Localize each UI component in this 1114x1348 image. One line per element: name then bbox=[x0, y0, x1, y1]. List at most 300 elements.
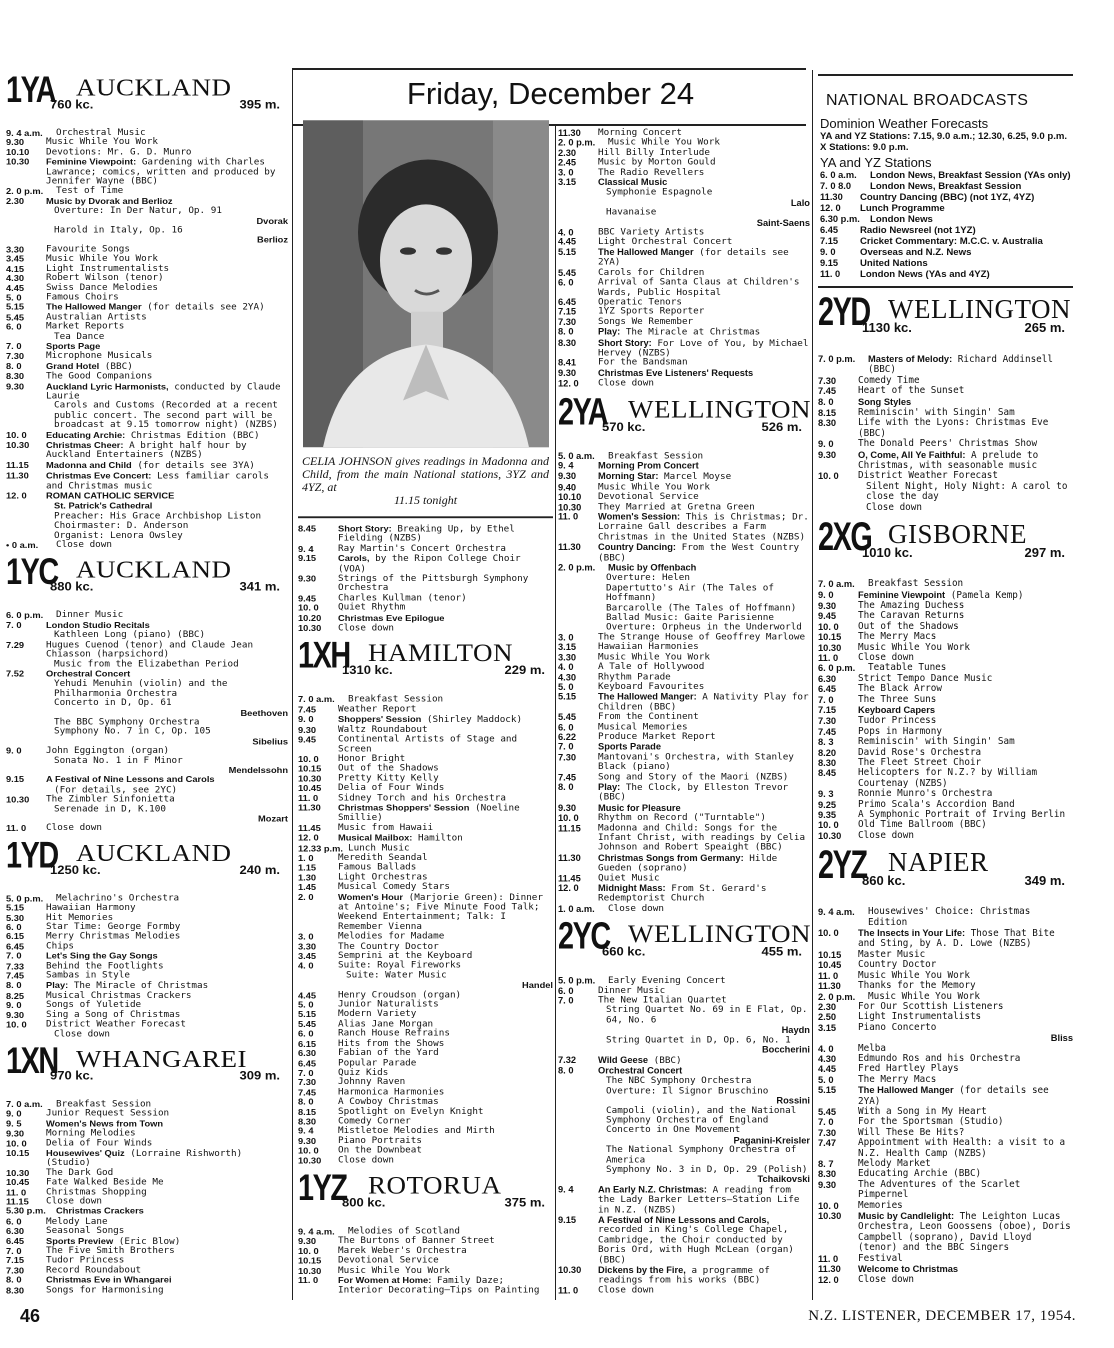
programme-time: 8.15 bbox=[818, 408, 837, 419]
station-wavelength: 265 m. bbox=[1024, 320, 1065, 335]
programme-title: London News, Breakfast Session (YAs only) bbox=[870, 170, 1071, 181]
programme-item bbox=[818, 820, 1073, 830]
station-wavelength: 297 m. bbox=[1024, 545, 1065, 561]
column-2 bbox=[298, 68, 553, 1296]
programme-item bbox=[6, 382, 288, 402]
programme-time: 11. 0 bbox=[298, 1275, 319, 1286]
programme-time: 10.15 bbox=[298, 764, 322, 774]
programme-item bbox=[6, 402, 288, 431]
programme-item bbox=[818, 674, 1073, 684]
programme-item bbox=[6, 491, 288, 501]
programme-title: Campoli (violin), and the National Symphony Orchestra of England bbox=[606, 1105, 797, 1126]
programme-title: The Good Companions bbox=[46, 371, 153, 382]
programme-time: 8.30 bbox=[818, 418, 837, 429]
programme-item bbox=[820, 192, 1071, 203]
programme-time: 6. 0 a.m. bbox=[820, 170, 857, 180]
programme-item bbox=[6, 352, 288, 362]
programme-time: 7. 0 bbox=[558, 742, 574, 752]
programme-time: 8.20 bbox=[818, 747, 837, 758]
programme-title: Memories bbox=[858, 1199, 903, 1211]
station-wavelength: 375 m. bbox=[504, 1195, 545, 1210]
station-block bbox=[6, 69, 288, 551]
programme-item bbox=[818, 1138, 1073, 1159]
programme-title: Cricket Commentary: M.C.C. v. Australia bbox=[860, 236, 1043, 247]
composer-name: Handel bbox=[522, 980, 553, 991]
programme-item bbox=[6, 1266, 288, 1276]
programme-title: Music by Candlelight: The Leighton Lucas Orchestra, Leon Goossens (oboe), Doris Campbell (soprano), David Lloyd (tenor) and the BBC Singers bbox=[858, 1211, 1071, 1254]
programme-item bbox=[298, 853, 553, 863]
programme-title: Overseas and N.Z. News bbox=[860, 247, 972, 258]
programme-item bbox=[6, 471, 288, 491]
station-wavelength: 455 m. bbox=[761, 944, 802, 959]
programme-time bbox=[558, 1077, 598, 1087]
programme-title: The Amazing Duchess bbox=[858, 599, 965, 611]
programme-item bbox=[6, 322, 288, 332]
programme-time bbox=[6, 512, 46, 522]
col3-stations bbox=[558, 390, 811, 1296]
programme-title: Devotions: Mr. G. D. Munro bbox=[46, 146, 192, 157]
programme-time: 7.30 bbox=[818, 1127, 837, 1138]
programme-title: Junior Request Session bbox=[46, 1108, 170, 1119]
programme-item bbox=[818, 907, 1073, 928]
programme-title: Heart of the Sunset bbox=[858, 385, 965, 397]
programme-time: 9. 4 a.m. bbox=[298, 1227, 335, 1237]
programme-title: Play: The Miracle at Christmas bbox=[598, 327, 761, 338]
station-block bbox=[558, 915, 811, 1296]
programme-title: Ballad Music: Gaite Parisienne bbox=[606, 612, 774, 623]
programme-title: String Quartet No. 69 in E Flat, Op. 64, No. 6 Haydn bbox=[606, 1004, 810, 1036]
programme-title: Quiet Rhythm bbox=[338, 602, 406, 613]
programme-title: Hawaiian Harmony bbox=[46, 902, 136, 913]
programme-title: Morning Concert bbox=[598, 127, 682, 138]
programme-time: 10.30 bbox=[298, 1265, 322, 1276]
programme-item bbox=[820, 236, 1071, 247]
programme-time: 9.30 bbox=[558, 803, 577, 813]
programme-title: The Hallowed Manger (for details see 2YA) bbox=[46, 302, 265, 313]
station-frequency: 760 kc. bbox=[50, 97, 94, 112]
programme-title: The Insects in Your Life: Those That Bite and Sting, by A. D. Lowe (NZBS) bbox=[858, 928, 1055, 950]
programme-title: Welcome to Christmas bbox=[858, 1264, 959, 1275]
programme-time: 11. 0 bbox=[558, 512, 579, 522]
programme-time bbox=[558, 623, 598, 633]
programme-title: Symphony No. 7 in C, Op. 105 Sibelius bbox=[54, 726, 288, 747]
programme-title: Play: The Clock, by Elleston Trevor (BBC) bbox=[598, 782, 789, 803]
programme-item bbox=[298, 1146, 553, 1156]
programme-title: Light Instrumentalists bbox=[858, 1011, 982, 1023]
programme-time: 1.45 bbox=[298, 882, 317, 892]
programme-time: 11.30 bbox=[818, 1264, 841, 1275]
programme-item bbox=[558, 208, 810, 228]
programme-title: Carols for Children bbox=[598, 267, 705, 278]
programme-time: 12. 0 bbox=[298, 833, 319, 843]
station-block bbox=[818, 517, 1073, 841]
programme-item bbox=[818, 1254, 1073, 1264]
programme-time: 6.30 bbox=[298, 1048, 317, 1059]
programme-item bbox=[6, 226, 288, 245]
programme-title: Sambas in Style bbox=[46, 970, 130, 981]
programme-item bbox=[818, 354, 1073, 376]
programme-time: 8.41 bbox=[558, 358, 577, 368]
programme-title: London Studio Recitals bbox=[46, 620, 150, 630]
programme-item bbox=[818, 928, 1073, 950]
programme-time: 11.30 bbox=[558, 542, 581, 553]
station-callsign: 2XG bbox=[818, 515, 872, 560]
programme-time: 6.30 bbox=[6, 1226, 25, 1236]
programme-item bbox=[298, 624, 553, 634]
programme-title: Feminine Viewpoint: Gardening with Charles Lawrance; comics, written and produced by Jennifer Wayne (BBC) bbox=[46, 157, 276, 187]
programme-time: 9. 4 bbox=[558, 461, 574, 471]
programme-time: 7.30 bbox=[6, 1265, 25, 1275]
programme-item bbox=[6, 461, 288, 471]
programme-title: United Nations bbox=[860, 258, 928, 269]
station-callsign: 1YD bbox=[6, 835, 58, 876]
programme-item bbox=[820, 225, 1071, 236]
programme-time: 10.10 bbox=[558, 492, 582, 502]
programme-list bbox=[818, 907, 1073, 1286]
programme-time: 6.45 bbox=[820, 225, 839, 235]
programme-time: 10. 0 bbox=[298, 603, 319, 613]
programme-time: 2. 0 bbox=[298, 892, 314, 902]
programme-item bbox=[558, 543, 810, 564]
programme-item bbox=[6, 1020, 288, 1030]
programme-time: 4.30 bbox=[6, 273, 25, 283]
programme-time: 7. 0 8.0 bbox=[820, 181, 852, 191]
composer-name: Paganini-Kreisler bbox=[733, 1135, 810, 1146]
programme-title: St. Patrick's Cathedral bbox=[54, 501, 153, 511]
programme-item bbox=[818, 716, 1073, 726]
programme-time: 4.45 bbox=[558, 237, 577, 248]
programme-time: 4. 0 bbox=[558, 662, 574, 672]
station-city: ROTORUA bbox=[368, 1171, 502, 1200]
programme-time: 10. 0 bbox=[298, 1145, 319, 1156]
station-wavelength: 341 m. bbox=[239, 579, 280, 594]
station-block bbox=[298, 637, 553, 1165]
programme-item bbox=[818, 1085, 1073, 1107]
programme-item bbox=[6, 187, 288, 197]
composer-name: Dvorak bbox=[256, 216, 288, 226]
programme-item bbox=[558, 1165, 810, 1185]
programme-title: Women's Hour (Marjorie Green): Dinner at Antoine's; Five Minute Food Talk; Weekend Entertainment; Talk: I Remember Vienna bbox=[338, 892, 543, 932]
programme-time: 2.45 bbox=[558, 157, 577, 168]
programme-title: Close down bbox=[46, 1196, 102, 1207]
programme-title: Mistletoe Melodies and Mirth bbox=[338, 1125, 495, 1136]
programme-title: Close down bbox=[338, 622, 394, 634]
programme-time: 7. 0 bbox=[558, 996, 574, 1006]
programme-list bbox=[6, 1100, 288, 1296]
programme-time: 10. 0 bbox=[818, 820, 839, 831]
programme-title: Wild Geese (BBC) bbox=[598, 1055, 682, 1066]
programme-time: 5.15 bbox=[558, 247, 577, 257]
programme-title: Market Reports bbox=[46, 321, 125, 332]
col3-programme-list bbox=[558, 128, 810, 388]
programme-time: 3.30 bbox=[298, 941, 317, 952]
programme-time bbox=[558, 613, 598, 623]
programme-item bbox=[558, 502, 810, 512]
programme-title: Musical Christmas Crackers bbox=[46, 990, 192, 1001]
programme-time: 3. 0 bbox=[558, 632, 574, 643]
programme-item bbox=[558, 1086, 810, 1106]
programme-title: Morning Prom Concert bbox=[598, 461, 699, 471]
programme-title: Arrival of Santa Claus at Children's Wards, Public Hospital bbox=[598, 276, 800, 298]
programme-item bbox=[818, 450, 1073, 472]
programme-item bbox=[818, 1264, 1073, 1275]
programme-time: 5.15 bbox=[298, 1009, 317, 1020]
column-4 bbox=[818, 68, 1073, 1286]
programme-title: Overture: Helen bbox=[606, 573, 690, 584]
programme-list bbox=[6, 611, 288, 833]
programme-item bbox=[298, 554, 553, 574]
programme-item bbox=[6, 1197, 288, 1207]
programme-title: An Early N.Z. Christmas: A reading from the Lady Barker Letters—Station Life in N.Z. (NZBS) bbox=[598, 1184, 800, 1215]
programme-title: (For details, see 2YC) bbox=[54, 784, 178, 795]
programme-time: 7.47 bbox=[818, 1138, 837, 1149]
programme-title: Master Music bbox=[858, 948, 926, 960]
programme-title: Masters of Melody: Richard Addinsell (BBC) bbox=[868, 354, 1053, 376]
programme-title: London News (YAs and 4YZ) bbox=[860, 269, 990, 280]
programme-item bbox=[6, 1030, 288, 1040]
programme-time: 10. 0 bbox=[6, 430, 27, 440]
programme-time bbox=[6, 207, 46, 226]
programme-time bbox=[558, 188, 598, 208]
programme-time: 7.52 bbox=[6, 669, 25, 679]
programme-time: 4. 0 bbox=[558, 227, 574, 238]
programme-title: Ray Martin's Concert Orchestra bbox=[338, 543, 506, 554]
programme-title: The BBC Symphony Orchestra bbox=[54, 716, 200, 728]
programme-title: Festival bbox=[858, 1252, 903, 1264]
station-city: WHANGAREI bbox=[76, 1044, 247, 1073]
programme-title: Music While You Work bbox=[46, 253, 158, 264]
programme-title: Concerto in D, Op. 61 Beethoven bbox=[54, 697, 288, 718]
programme-time: 7. 0 a.m. bbox=[818, 579, 855, 590]
programme-title: Pops in Harmony bbox=[858, 725, 942, 737]
programme-title: Devotional Service bbox=[338, 1255, 439, 1266]
programme-title: Feminine Viewpoint (Pamela Kemp) bbox=[858, 589, 1024, 601]
programme-time: 9.15 bbox=[298, 553, 317, 564]
programme-title: Helicopters for N.Z.? by William Courtenay (NZBS) bbox=[858, 767, 1038, 789]
programme-item bbox=[6, 756, 288, 775]
programme-time: 6.45 bbox=[298, 1058, 317, 1068]
programme-time: 9. 0 bbox=[6, 746, 22, 756]
programme-title: Sports Page bbox=[46, 341, 101, 351]
composer-name: Mendelssohn bbox=[228, 765, 288, 775]
programme-title: Housewives' Quiz (Lorraine Rishworth) (Studio) bbox=[46, 1148, 243, 1169]
programme-time: 11.45 bbox=[298, 823, 321, 833]
programme-item bbox=[558, 1035, 810, 1055]
programme-title: Women's Session: This is Christmas; Dr. Lorraine Gall describes a Farm Christmas in the United States (NZBS) bbox=[598, 512, 809, 543]
programme-time: 9.30 bbox=[818, 1179, 837, 1190]
programme-title: Symphony No. 3 in D, Op. 29 (Polish) Tchaikovski bbox=[606, 1164, 810, 1185]
programme-time: 5. 0 p.m. bbox=[6, 894, 44, 904]
programme-time: 5.15 bbox=[558, 691, 577, 702]
programme-time: 10.15 bbox=[818, 632, 842, 643]
programme-list bbox=[298, 1227, 553, 1296]
programme-title: Melba bbox=[858, 1042, 886, 1054]
programme-time: 12.33 p.m. bbox=[298, 843, 343, 854]
programme-time: 11.45 bbox=[558, 873, 581, 884]
programme-time: 7. 0 a.m. bbox=[298, 695, 335, 705]
programme-title: Grand Hotel (BBC) bbox=[46, 361, 133, 372]
programme-time: • 0 a.m. bbox=[6, 540, 39, 551]
programme-title: Hits from the Shows bbox=[338, 1038, 445, 1049]
programme-time bbox=[558, 1165, 598, 1185]
programme-item bbox=[298, 695, 553, 705]
programme-time bbox=[6, 402, 46, 431]
forecast-line: YA and YZ Stations: 7.15, 9.0 a.m.; 12.30, 6.25, 9.0 p.m. bbox=[820, 131, 1068, 142]
programme-time: 9. 0 bbox=[818, 589, 834, 600]
programme-time: 5.45 bbox=[6, 312, 25, 323]
programme-time: 12. 0 bbox=[820, 203, 841, 213]
programme-title: Concerto in One Movement Paganini-Kreisler bbox=[606, 1124, 810, 1146]
programme-title: Organist: Lenora Owsley bbox=[54, 530, 183, 541]
programme-item bbox=[298, 1068, 553, 1078]
programme-title: Christmas Shoppers' Session (Noeline Smillie) bbox=[338, 802, 520, 823]
programme-title: Appointment with Health: a visit to a N.Z. Health Camp (NZBS) bbox=[858, 1137, 1066, 1159]
programme-title: Delia of Four Winds bbox=[46, 1137, 153, 1149]
programme-time: 12. 0 bbox=[558, 883, 579, 894]
programme-time: 2.30 bbox=[558, 148, 577, 158]
programme-title: Rhythm Parade bbox=[598, 671, 671, 682]
programme-title: For Our Scottish Listeners bbox=[858, 1000, 1004, 1012]
programme-title: Alias Jane Morgan bbox=[338, 1018, 434, 1029]
programme-title: Thanks for the Memory bbox=[858, 980, 976, 992]
programme-title: Music While You Work bbox=[858, 641, 970, 653]
programme-title: Carols and Customs (Recorded at a recent public concert. The second part will be broadcast at 9.15 tomorrow night) (NZBS) bbox=[54, 400, 278, 430]
programme-time: 11. 0 bbox=[6, 823, 27, 834]
programme-title: Suite: Royal Fireworks bbox=[338, 960, 462, 971]
programme-title: For the Bandsman bbox=[598, 357, 688, 368]
programme-time: 11. 0 bbox=[820, 269, 841, 279]
programme-title: Modern Variety bbox=[338, 1008, 417, 1020]
programme-title: Music While You Work bbox=[868, 990, 980, 1002]
programme-title: The Black Arrow bbox=[858, 683, 942, 695]
station-wavelength: 240 m. bbox=[239, 862, 280, 877]
station-block bbox=[818, 845, 1073, 1286]
programme-time: 8.45 bbox=[818, 768, 837, 779]
programme-title: Classical Music bbox=[598, 177, 668, 188]
programme-item bbox=[6, 611, 288, 621]
programme-title: Musical Comedy Stars bbox=[338, 881, 450, 892]
programme-time: 10.15 bbox=[818, 949, 842, 960]
programme-time: 9.40 bbox=[558, 482, 577, 493]
station-header bbox=[6, 1040, 288, 1100]
programme-time: 5.15 bbox=[6, 903, 25, 913]
programme-time: 2. 0 p.m. bbox=[558, 138, 596, 148]
programme-title: Reminiscin' with Singin' Sam bbox=[858, 736, 1015, 748]
programme-title: Devotional Service bbox=[598, 491, 699, 502]
programme-item bbox=[298, 1276, 553, 1296]
programme-item bbox=[558, 976, 810, 986]
programme-time: 2. 0 p.m. bbox=[818, 991, 856, 1002]
programme-time bbox=[558, 1086, 598, 1106]
programme-title: Preacher: His Grace Archbishop Liston bbox=[54, 511, 262, 522]
programme-time: 3. 0 bbox=[558, 167, 574, 178]
programme-item bbox=[6, 680, 288, 699]
station-frequency: 880 kc. bbox=[50, 579, 94, 594]
programme-time: 12. 0 bbox=[558, 379, 579, 389]
programme-title: Piano Concerto Bliss bbox=[858, 1021, 1073, 1044]
programme-time: 5.45 bbox=[298, 1019, 317, 1029]
programme-title: For Women at Home: Family Daze; Interior Decorating—Tips on Painting bbox=[338, 1275, 540, 1296]
programme-time: 8. 0 bbox=[558, 327, 574, 337]
programme-time: 7. 0 p.m. bbox=[818, 354, 856, 364]
programme-time: 11.15 bbox=[558, 823, 581, 834]
programme-item bbox=[558, 1106, 810, 1126]
programme-time: 5. 0 bbox=[298, 1000, 314, 1010]
programme-item bbox=[298, 594, 553, 604]
programme-title: Shoppers' Session (Shirley Maddock) bbox=[338, 714, 523, 725]
programme-item bbox=[6, 1148, 288, 1168]
programme-title: Famous Choirs bbox=[46, 291, 119, 303]
programme-time: 8. 0 bbox=[558, 1065, 574, 1076]
programme-time bbox=[558, 1035, 598, 1055]
programme-time: 3.30 bbox=[6, 245, 25, 255]
programme-time: 7.15 bbox=[6, 1256, 25, 1266]
programme-title: Country Dancing: From the West Country (BBC) bbox=[598, 542, 800, 563]
programme-time: 9.45 bbox=[298, 593, 317, 604]
programme-title: Overture: Orpheus in the Underworld bbox=[606, 622, 802, 633]
programme-title: Close down bbox=[608, 903, 664, 914]
programme-time: 10.45 bbox=[6, 1178, 30, 1188]
programme-title: Keyboard Capers bbox=[858, 704, 935, 715]
station-wavelength: 349 m. bbox=[1024, 873, 1065, 889]
programme-title: Swiss Dance Melodies bbox=[46, 282, 158, 293]
composer-name: Sibelius bbox=[252, 736, 288, 747]
programme-title: Close down bbox=[866, 501, 922, 513]
station-header bbox=[6, 837, 288, 894]
programme-time: 6. 0 bbox=[298, 1029, 314, 1039]
programme-title: Lunch Programme bbox=[860, 203, 945, 214]
programme-time: 8.15 bbox=[298, 1107, 317, 1117]
programme-item bbox=[6, 805, 288, 824]
programme-title: Waltz Roundabout bbox=[338, 724, 428, 735]
station-frequency: 860 kc. bbox=[862, 873, 906, 889]
programme-title: Johnny Raven bbox=[338, 1077, 406, 1088]
station-block bbox=[818, 292, 1073, 513]
programme-time: 1. 0 bbox=[298, 853, 314, 863]
programme-title: The Dark God bbox=[46, 1167, 114, 1178]
station-header bbox=[6, 554, 288, 611]
programme-time: 7.30 bbox=[818, 716, 837, 727]
forecast-title: Dominion Weather Forecasts bbox=[820, 116, 989, 131]
programme-item bbox=[558, 1215, 810, 1265]
programme-time: 10. 0 bbox=[818, 621, 839, 632]
programme-time: 7.30 bbox=[818, 375, 837, 386]
station-callsign: 2YZ bbox=[818, 843, 867, 888]
programme-title: Spotlight on Evelyn Knight bbox=[338, 1106, 484, 1117]
programme-time bbox=[558, 1145, 598, 1165]
programme-title: On the Downbeat bbox=[338, 1145, 422, 1156]
programme-time: 8. 0 bbox=[6, 361, 22, 371]
programme-time: 10. 0 bbox=[818, 471, 839, 482]
programme-time: 8. 0 bbox=[558, 782, 574, 792]
programme-item bbox=[820, 247, 1071, 258]
programme-item bbox=[818, 1064, 1073, 1074]
programme-time: 10. 0 bbox=[298, 1246, 319, 1256]
composer-name: Haydn bbox=[781, 1025, 810, 1036]
programme-time: 3.30 bbox=[558, 652, 577, 663]
programme-title: Ronnie Munro's Orchestra bbox=[858, 788, 993, 800]
programme-title: The Hallowed Manger: A Nativity Play for Children (BBC) bbox=[598, 691, 809, 713]
programme-item bbox=[818, 831, 1073, 841]
programme-title: Melachrino's Orchestra bbox=[56, 893, 180, 904]
station-wavelength: 395 m. bbox=[239, 97, 280, 112]
programme-item bbox=[298, 1107, 553, 1117]
programme-title: Music from Hawaii bbox=[338, 822, 434, 833]
programme-title: Hill Billy Interlude bbox=[598, 147, 710, 158]
programme-title: Serenade in D, K.100 Mozart bbox=[54, 803, 288, 824]
programme-time: 7.33 bbox=[6, 961, 25, 971]
programme-time bbox=[298, 971, 338, 990]
